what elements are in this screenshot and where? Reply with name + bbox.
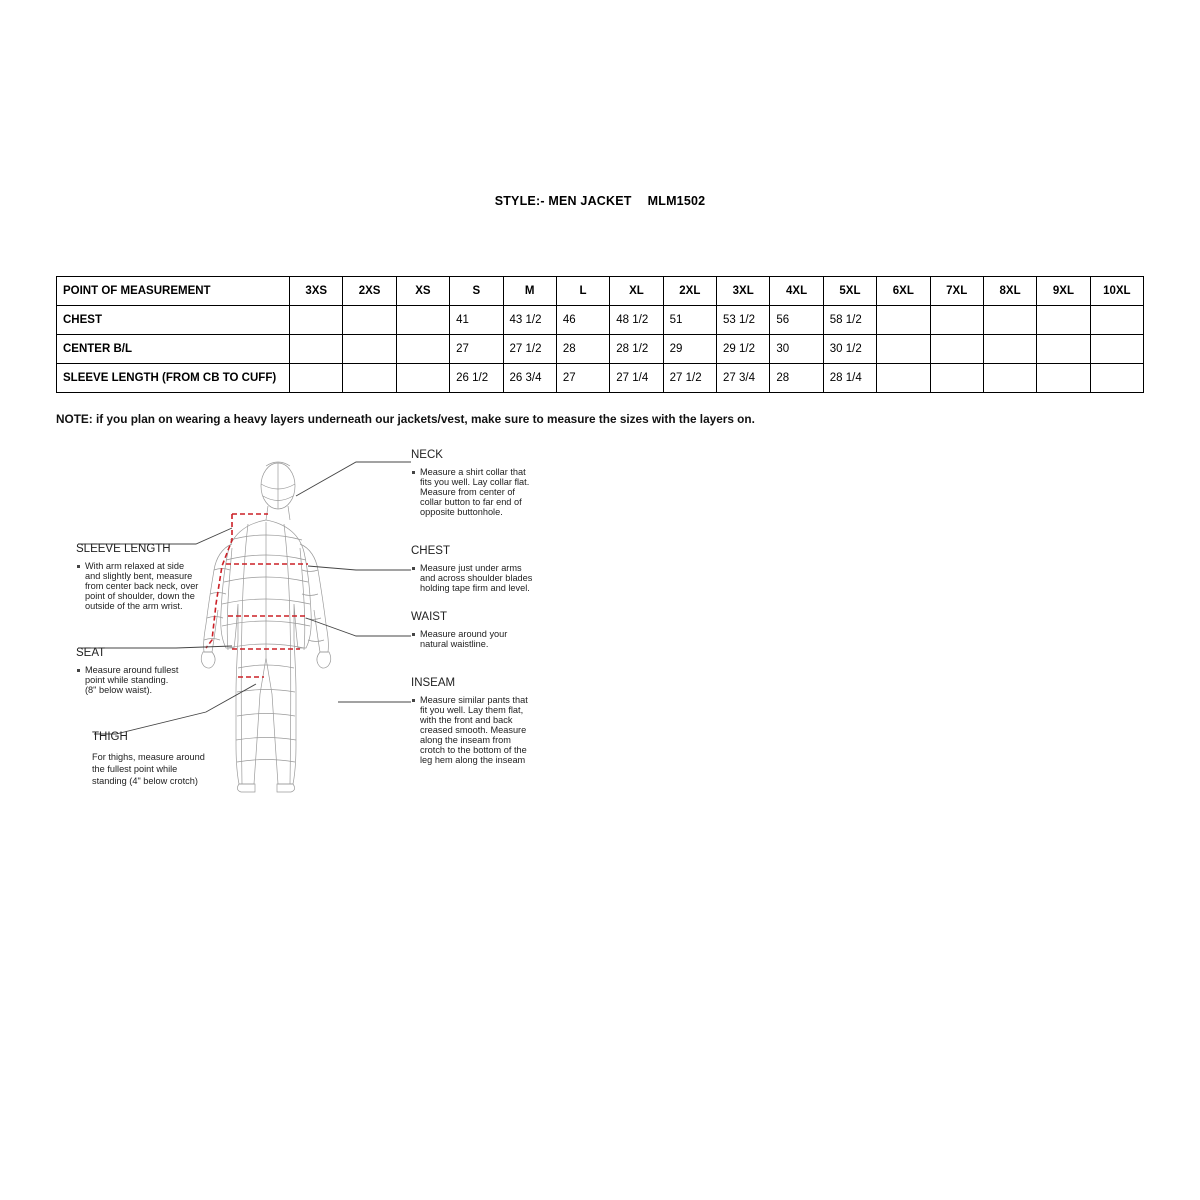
column-header-size: S <box>450 277 503 306</box>
cell-value <box>343 306 396 335</box>
column-header-size: M <box>503 277 556 306</box>
svg-text:point while standing.: point while standing. <box>85 675 169 685</box>
cell-value <box>1037 335 1090 364</box>
size-chart-table <box>56 276 1144 393</box>
column-header-point-of-measurement: POINT OF MEASUREMENT <box>57 277 290 306</box>
svg-text:THIGH: THIGH <box>92 731 128 743</box>
cell-value <box>983 306 1036 335</box>
cell-value: 51 <box>663 306 716 335</box>
svg-text:Measure similar pants that: Measure similar pants that <box>420 695 528 705</box>
svg-text:the fullest point while: the fullest point while <box>92 764 178 774</box>
cell-value: 28 <box>770 364 823 393</box>
table-row <box>57 335 1144 364</box>
svg-text:with the front and back: with the front and back <box>420 715 513 725</box>
column-header-size: 3XL <box>717 277 770 306</box>
table-row <box>57 364 1144 393</box>
svg-text:and slightly bent, measure: and slightly bent, measure <box>85 571 193 581</box>
column-header-size: 2XL <box>663 277 716 306</box>
table-row <box>57 306 1144 335</box>
cell-value <box>877 364 930 393</box>
svg-text:WAIST: WAIST <box>411 611 447 623</box>
column-header-size: 8XL <box>983 277 1036 306</box>
cell-value: 53 1/2 <box>717 306 770 335</box>
svg-text:SEAT: SEAT <box>76 647 106 659</box>
svg-text:INSEAM: INSEAM <box>411 677 456 689</box>
svg-text:Measure from center of: Measure from center of <box>420 487 515 497</box>
cell-value <box>396 306 449 335</box>
measurement-note: NOTE: if you plan on wearing a heavy layers underneath our jackets/vest, make sure to measure the sizes with the layers on. <box>56 412 755 426</box>
cell-value <box>343 335 396 364</box>
cell-value: 28 1/2 <box>610 335 663 364</box>
cell-value: 27 1/2 <box>503 335 556 364</box>
row-label: SLEEVE LENGTH (FROM CB TO CUFF) <box>57 364 290 393</box>
measurement-diagram <box>56 444 536 804</box>
callout-chest <box>411 545 533 593</box>
cell-value: 30 <box>770 335 823 364</box>
cell-value: 29 1/2 <box>717 335 770 364</box>
column-header-size: 9XL <box>1037 277 1090 306</box>
svg-text:For thighs, measure around: For thighs, measure around <box>92 752 205 762</box>
column-header-size: 3XS <box>290 277 343 306</box>
cell-value <box>930 335 983 364</box>
column-header-size: 2XS <box>343 277 396 306</box>
svg-text:Measure a shirt collar that: Measure a shirt collar that <box>420 467 526 477</box>
cell-value <box>1090 306 1143 335</box>
svg-text:natural waistline.: natural waistline. <box>420 639 489 649</box>
svg-text:along the inseam from: along the inseam from <box>420 735 511 745</box>
cell-value: 27 <box>556 364 609 393</box>
svg-text:SLEEVE LENGTH: SLEEVE LENGTH <box>76 543 171 555</box>
svg-text:leg hem along the inseam: leg hem along the inseam <box>420 755 526 765</box>
svg-text:Measure around your: Measure around your <box>420 629 508 639</box>
svg-text:from center back neck, over: from center back neck, over <box>85 581 199 591</box>
callout-thigh <box>92 731 205 786</box>
cell-value: 58 1/2 <box>823 306 876 335</box>
cell-value <box>1090 335 1143 364</box>
svg-text:crotch to the bottom of the: crotch to the bottom of the <box>420 745 527 755</box>
svg-text:collar button to far end of: collar button to far end of <box>420 497 522 507</box>
cell-value: 26 1/2 <box>450 364 503 393</box>
cell-value <box>930 306 983 335</box>
svg-text:standing (4" below crotch): standing (4" below crotch) <box>92 776 198 786</box>
callout-sleeve-length <box>76 543 198 611</box>
style-code: MLM1502 <box>647 194 706 208</box>
cell-value <box>983 364 1036 393</box>
cell-value <box>983 335 1036 364</box>
cell-value: 28 1/4 <box>823 364 876 393</box>
callout-seat <box>76 647 179 695</box>
cell-value <box>290 306 343 335</box>
cell-value: 30 1/2 <box>823 335 876 364</box>
cell-value <box>290 335 343 364</box>
svg-text:NECK: NECK <box>411 449 443 461</box>
column-header-size: XL <box>610 277 663 306</box>
cell-value: 27 1/4 <box>610 364 663 393</box>
svg-text:point of shoulder, down the: point of shoulder, down the <box>85 591 195 601</box>
row-label: CENTER B/L <box>57 335 290 364</box>
column-header-size: 10XL <box>1090 277 1143 306</box>
column-header-size: L <box>556 277 609 306</box>
callout-neck <box>411 449 529 517</box>
cell-value: 46 <box>556 306 609 335</box>
cell-value: 43 1/2 <box>503 306 556 335</box>
cell-value <box>1037 364 1090 393</box>
cell-value: 26 3/4 <box>503 364 556 393</box>
cell-value: 29 <box>663 335 716 364</box>
cell-value: 48 1/2 <box>610 306 663 335</box>
cell-value <box>396 364 449 393</box>
svg-text:(8" below waist).: (8" below waist). <box>85 685 153 695</box>
cell-value: 56 <box>770 306 823 335</box>
style-label: STYLE:- MEN JACKET <box>494 194 632 208</box>
svg-text:CHEST: CHEST <box>411 545 450 557</box>
cell-value: 27 <box>450 335 503 364</box>
cell-value: 27 1/2 <box>663 364 716 393</box>
column-header-size: 6XL <box>877 277 930 306</box>
svg-text:opposite buttonhole.: opposite buttonhole. <box>420 507 503 517</box>
table-header-row <box>57 277 1144 306</box>
cell-value <box>1090 364 1143 393</box>
svg-text:fit you well. Lay them flat,: fit you well. Lay them flat, <box>420 705 524 715</box>
cell-value <box>877 306 930 335</box>
cell-value <box>877 335 930 364</box>
svg-text:outside of the arm wrist.: outside of the arm wrist. <box>85 601 183 611</box>
callout-inseam <box>411 677 528 765</box>
column-header-size: XS <box>396 277 449 306</box>
svg-text:With arm relaxed at side: With arm relaxed at side <box>85 561 185 571</box>
callout-waist <box>411 611 507 649</box>
cell-value: 41 <box>450 306 503 335</box>
cell-value <box>1037 306 1090 335</box>
cell-value: 28 <box>556 335 609 364</box>
column-header-size: 5XL <box>823 277 876 306</box>
cell-value <box>930 364 983 393</box>
row-label: CHEST <box>57 306 290 335</box>
cell-value <box>290 364 343 393</box>
svg-text:Measure around fullest: Measure around fullest <box>85 665 179 675</box>
svg-text:and across shoulder blades: and across shoulder blades <box>420 573 533 583</box>
cell-value: 27 3/4 <box>717 364 770 393</box>
svg-text:creased smooth. Measure: creased smooth. Measure <box>420 725 527 735</box>
column-header-size: 7XL <box>930 277 983 306</box>
svg-text:fits you well. Lay collar flat: fits you well. Lay collar flat. <box>420 477 530 487</box>
svg-text:Measure just under arms: Measure just under arms <box>420 563 522 573</box>
svg-text:holding tape firm and level.: holding tape firm and level. <box>420 583 530 593</box>
cell-value <box>343 364 396 393</box>
page-title <box>0 194 1200 208</box>
cell-value <box>396 335 449 364</box>
column-header-size: 4XL <box>770 277 823 306</box>
